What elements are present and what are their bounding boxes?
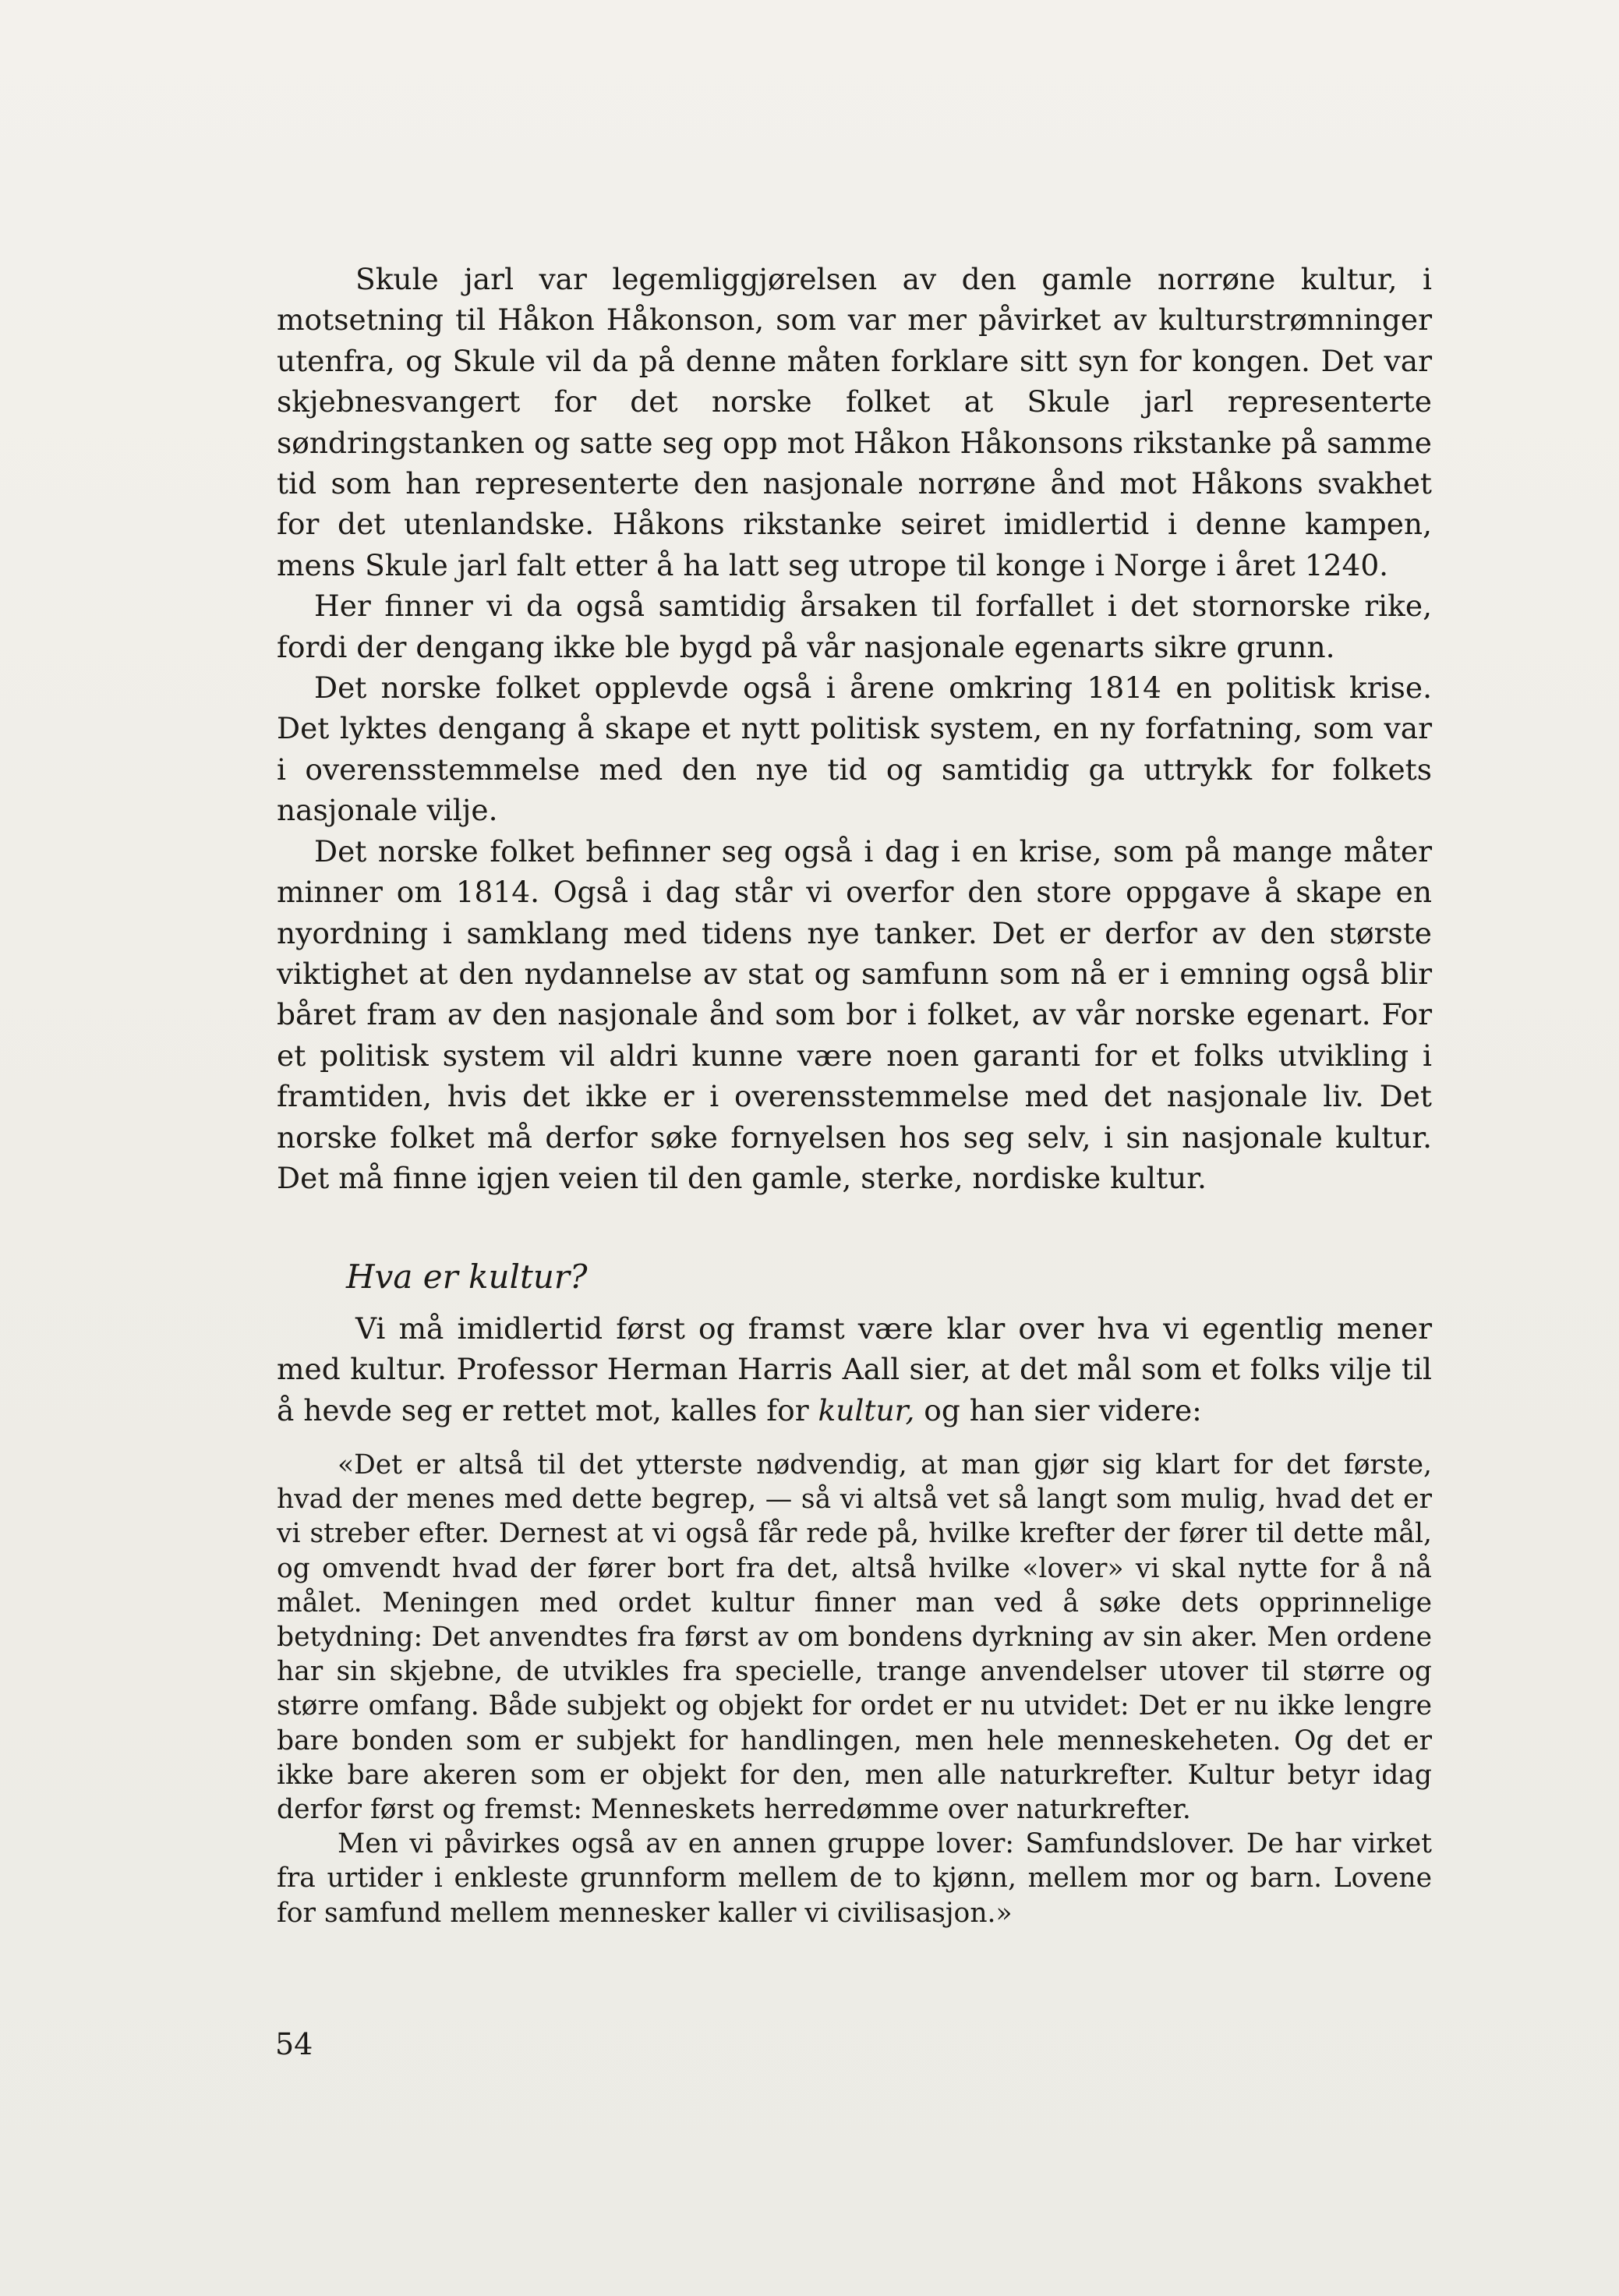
paragraph-krise: Det norske folket befinner seg også i dag i en krise, som på mange måter minner om 1814. Også i dag står vi overfor den store oppgave å skape en nyordning i samklang med tidens nye tanker. Det er derfor av den største viktighet at den nydannelse av stat og samfunn som nå er i emning også blir båret fram av den nasjonale ånd som bor i folket, av vår norske egenart. For et politisk system vil aldri kunne være noen garanti for et folks utvikling i framtiden, hvis det ikke er i overensstemmelse med det nasjonale liv. Det norske folket må derfor søke fornyelsen hos seg selv, i sin nasjonale kultur. Det må finne igjen veien til den gamle, sterke, nordiske kultur. <box>277 833 1432 1195</box>
intro-paragraph <box>277 1308 1432 1431</box>
body-text <box>277 259 1432 1198</box>
kultur-emphasis: kultur, <box>818 1392 915 1427</box>
intro-text-end: og han sier videre: <box>914 1392 1202 1427</box>
paragraph-kultur-definition <box>277 1308 1432 1431</box>
paragraph-forfallet: Her finner vi da også samtidig årsaken til forfallet i det stornorske rike, fordi der dengang ikke ble bygd på vår nasjonale egenarts sikre grunn. <box>277 589 1432 664</box>
paragraph-1814: Det norske folket opplevde også i årene omkring 1814 en politisk krise. Det lyktes dengang å skape et nytt politisk system, en ny forfatning, som var i overensstemmelse med den nye tid og samtidig ga uttrykk for folkets nasjonale vilje. <box>277 670 1432 828</box>
quote-paragraph-1: «Det er altså til det ytterste nødvendig, at man gjør sig klart for det første, hvad der menes med dette begrep, — så vi altså vet så langt som mulig, hvad det er vi streber efter. Dernest at vi også får rede på, hvilke krefter der fører til dette mål, og omvendt hvad der fører bort fra det, altså hvilke «lover» vi skal nytte for å nå målet. Meningen med ordet kultur finner man ved å søke dets opprinnelige betydning: Det anvendtes fra først av om bondens dyrkning av sin aker. Men ordene har sin skjebne, de utvikles fra specielle, trange anvendelser utover til større og større omfang. Både subjekt og objekt for ordet er nu utvidet: Det er nu ikke lengre bare bonden som er subjekt for handlingen, men hele menneskeheten. Og det er ikke bare akeren som er objekt for den, men alle naturkrefter. Kultur betyr idag derfor først og fremst: Menneskets herredømme over naturkrefter. <box>277 1449 1432 1826</box>
intro-text: Vi må imidlertid først og framst være klar over hva vi egentlig mener med kultur. Professor Herman Harris Aall sier, at det mål som et folks vilje til å hevde seg er rettet mot, kalles for <box>277 1311 1432 1427</box>
section-heading: Hva er kultur? <box>346 1258 588 1296</box>
block-quote <box>277 1448 1432 1930</box>
quote-paragraph-2: Men vi påvirkes også av en annen gruppe lover: Samfundslover. De har virket fra urtider i enkleste grunnform mellem de to kjønn, mellem mor og barn. Lovene for samfund mellem mennesker kaller vi civilisasjon.» <box>277 1828 1432 1929</box>
page-number: 54 <box>275 2027 313 2061</box>
paragraph-skule-jarl: Skule jarl var legemliggjørelsen av den gamle norrøne kultur, i motsetning til Håkon Håkonson, som var mer påvirket av kulturstrømninger utenfra, og Skule vil da på denne måten forklare sitt syn for kongen. Det var skjebnesvangert for det norske folket at Skule jarl representerte søndringstanken og satte seg opp mot Håkon Håkonsons rikstanke på samme tid som han representerte den nasjonale norrøne ånd mot Håkons svakhet for det utenlandske. Håkons rikstanke seiret imidlertid i denne kampen, mens Skule jarl falt etter å ha latt seg utrope til konge i Norge i året 1240. <box>277 262 1432 582</box>
